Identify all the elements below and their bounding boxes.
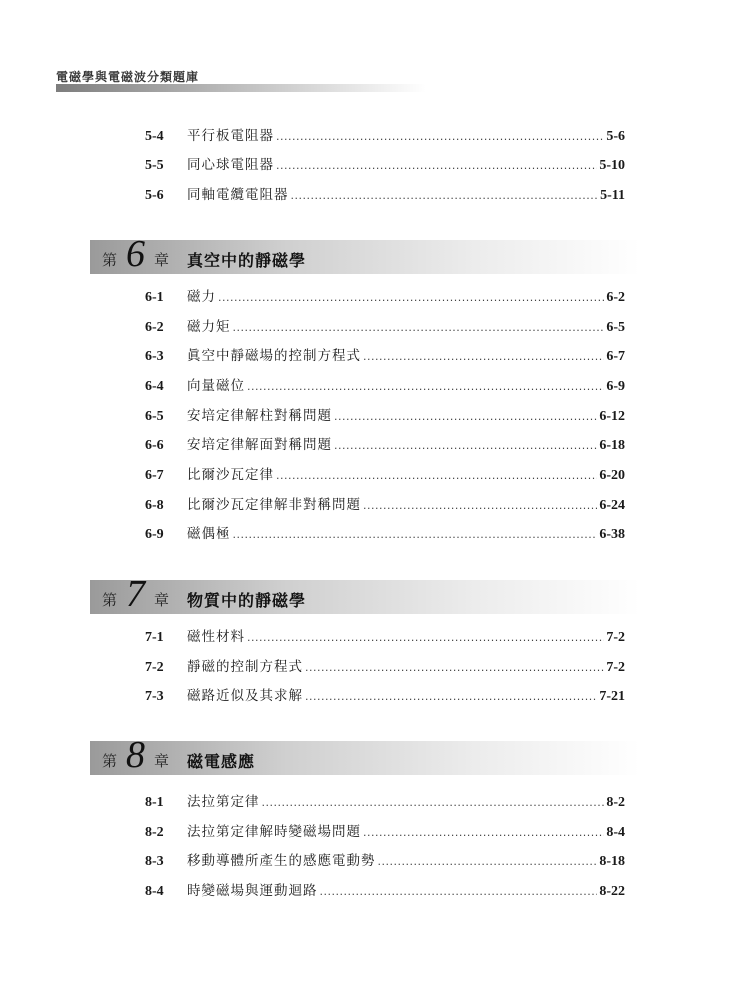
section-number: 6-9 (145, 527, 164, 542)
section-number: 8-1 (145, 795, 164, 810)
toc-entry (145, 626, 625, 648)
dot-leader (291, 185, 599, 207)
toc-entry (145, 464, 625, 486)
page-number: 8-22 (599, 884, 625, 899)
page-number: 6-7 (606, 349, 625, 364)
section-title: 磁路近似及其求解 (187, 688, 303, 704)
section-title: 向量磁位 (187, 378, 245, 394)
chapter-suffix: 章 (154, 591, 170, 609)
running-header-bar (56, 84, 426, 92)
dot-leader (378, 851, 598, 873)
section-number: 6-1 (145, 290, 164, 305)
toc-entry (145, 184, 625, 206)
section-title: 平行板電阻器 (187, 128, 274, 144)
page-number: 5-10 (599, 158, 625, 173)
section-title: 法拉第定律解時變磁場問題 (187, 824, 361, 840)
page-number: 7-21 (599, 689, 625, 704)
chapter-prefix: 第 (102, 591, 118, 609)
section-title: 磁力 (187, 289, 216, 305)
chapter-number: 6 (126, 233, 145, 275)
chapter-number: 8 (126, 734, 145, 776)
chapter-suffix: 章 (154, 251, 170, 269)
page-number: 8-4 (606, 825, 625, 840)
dot-leader (233, 524, 598, 546)
page-number: 6-18 (599, 438, 625, 453)
page-number: 5-11 (600, 188, 625, 203)
page-number: 6-2 (606, 290, 625, 305)
section-number: 8-4 (145, 884, 164, 899)
section-number: 6-2 (145, 320, 164, 335)
section-number: 6-6 (145, 438, 164, 453)
chapter-prefix: 第 (102, 251, 118, 269)
toc-entry (145, 850, 625, 872)
chapter-title: 物質中的靜磁學 (187, 591, 307, 610)
running-header-title: 電磁學與電磁波分類題庫 (56, 70, 200, 84)
section-number: 5-5 (145, 158, 164, 173)
toc-entry (145, 286, 625, 308)
toc-entry (145, 685, 625, 707)
page-number: 8-18 (599, 854, 625, 869)
section-number: 7-2 (145, 660, 164, 675)
section-number: 6-3 (145, 349, 164, 364)
section-title: 同軸電纜電阻器 (187, 187, 289, 203)
section-title: 移動導體所產生的感應電動勢 (187, 853, 376, 869)
toc-entry (145, 316, 625, 338)
page-number: 6-24 (599, 498, 625, 513)
dot-leader (276, 126, 604, 148)
dot-leader (334, 406, 597, 428)
page-number: 7-2 (606, 630, 625, 645)
section-title: 靜磁的控制方程式 (187, 659, 303, 675)
chapter-suffix: 章 (154, 752, 170, 770)
section-title: 時變磁場與運動迴路 (187, 883, 318, 899)
dot-leader (218, 287, 604, 309)
toc-entry (145, 434, 625, 456)
section-title: 眞空中靜磁場的控制方程式 (187, 348, 361, 364)
page-number: 6-12 (599, 409, 625, 424)
chapter-number: 7 (126, 573, 145, 615)
dot-leader (305, 657, 604, 679)
section-number: 7-1 (145, 630, 164, 645)
page-number: 6-5 (606, 320, 625, 335)
toc-entry (145, 125, 625, 147)
dot-leader (262, 792, 605, 814)
section-number: 8-2 (145, 825, 164, 840)
section-number: 6-5 (145, 409, 164, 424)
section-title: 法拉第定律 (187, 794, 260, 810)
toc-entry (145, 405, 625, 427)
dot-leader (363, 822, 604, 844)
section-number: 6-8 (145, 498, 164, 513)
page-number: 5-6 (606, 129, 625, 144)
chapter-prefix: 第 (102, 752, 118, 770)
chapter-title: 磁電感應 (187, 752, 256, 771)
dot-leader (363, 346, 604, 368)
section-number: 6-7 (145, 468, 164, 483)
toc-entry (145, 821, 625, 843)
dot-leader (247, 627, 604, 649)
section-title: 磁力矩 (187, 319, 231, 335)
section-number: 6-4 (145, 379, 164, 394)
toc-entry (145, 375, 625, 397)
section-title: 比爾沙瓦定律 (187, 467, 274, 483)
toc-entry (145, 656, 625, 678)
dot-leader (276, 155, 597, 177)
toc-entry (145, 494, 625, 516)
toc-entry (145, 880, 625, 902)
chapter-heading (90, 734, 640, 776)
toc-entry (145, 154, 625, 176)
dot-leader (276, 465, 597, 487)
chapter-heading (90, 233, 640, 275)
dot-leader (363, 495, 597, 517)
section-title: 安培定律解面對稱問題 (187, 437, 332, 453)
section-number: 8-3 (145, 854, 164, 869)
dot-leader (334, 435, 597, 457)
page-number: 6-20 (599, 468, 625, 483)
dot-leader (320, 881, 598, 903)
section-title: 磁偶極 (187, 526, 231, 542)
toc-entry (145, 345, 625, 367)
section-title: 安培定律解柱對稱問題 (187, 408, 332, 424)
chapter-title: 真空中的靜磁學 (187, 251, 307, 270)
page-number: 8-2 (606, 795, 625, 810)
section-title: 比爾沙瓦定律解非對稱問題 (187, 497, 361, 513)
section-title: 同心球電阻器 (187, 157, 274, 173)
page-number: 6-38 (599, 527, 625, 542)
section-number: 5-4 (145, 129, 164, 144)
page-number: 6-9 (606, 379, 625, 394)
dot-leader (247, 376, 604, 398)
page-number: 7-2 (606, 660, 625, 675)
dot-leader (305, 686, 597, 708)
section-number: 7-3 (145, 689, 164, 704)
section-number: 5-6 (145, 188, 164, 203)
section-title: 磁性材料 (187, 629, 245, 645)
toc-entry (145, 523, 625, 545)
chapter-heading (90, 573, 640, 615)
dot-leader (233, 317, 605, 339)
toc-entry (145, 791, 625, 813)
